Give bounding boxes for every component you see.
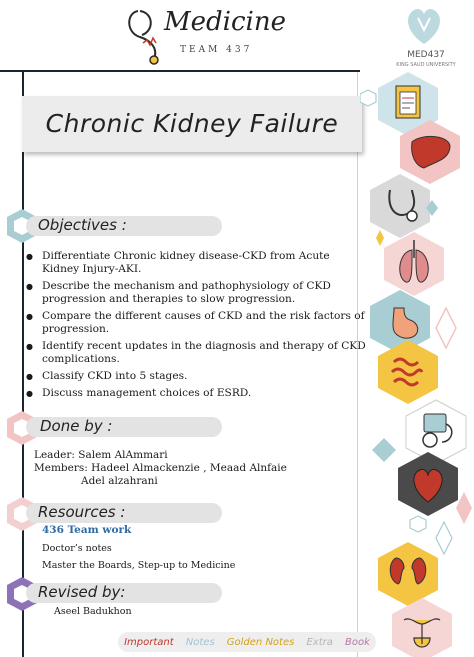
list-item: ● Describe the mechanism and pathophysiology of CKD progression and therapies to slow progression. [26,280,366,306]
done-by-heading: Done by : [40,417,113,435]
logo-title: Medicine [164,7,286,37]
medical-illustrations-column [360,72,474,657]
intestines-icon [378,340,438,404]
objectives-list [26,250,366,404]
resource-team-work: 436 Team work [42,524,132,536]
legend-golden-notes: Golden Notes [226,636,295,648]
stethoscope-hex-icon [370,174,430,238]
members-continued: Adel alzahrani [81,475,158,487]
logo-subtitle: TEAM 437 [180,45,253,55]
badge-name: MED437 [407,50,445,60]
objectives-heading: Objectives : [38,216,127,234]
list-item: ● Compare the different causes of CKD and the risk factors of progression. [26,310,366,336]
legend-extra: Extra [306,636,333,648]
list-item: ● Discuss management choices of ESRD. [26,387,366,400]
blood-pressure-monitor-icon [406,400,466,464]
revised-heading: Revised by: [38,583,126,601]
bladder-icon [392,598,452,657]
list-item: ● Identify recent updates in the diagnosis and therapy of CKD complications. [26,340,366,366]
resource-doctors-notes: Doctor’s notes [42,543,112,554]
badge-university: KING SAUD UNIVERSITY [396,62,456,68]
legend-important: Important [124,636,174,648]
title-box [22,96,362,152]
reviser-name: Aseel Badukhon [54,606,132,617]
legend-book: Book [344,636,370,648]
lungs-icon [384,232,444,296]
resources-heading: Resources : [38,503,126,521]
resource-books: Master the Boards, Step-up to Medicine [42,560,236,571]
legend-notes: Notes [185,636,215,648]
medicine-team-logo [118,5,286,65]
left-margin-line [22,70,24,657]
leader-line: Leader: Salem AlAmmari [34,449,168,461]
kidneys-icon [378,542,438,606]
list-item: ● Differentiate Chronic kidney disease-CKD from Acute Kidney Injury-AKI. [26,250,366,276]
list-item: ● Classify CKD into 5 stages. [26,370,366,383]
page-title: Chronic Kidney Failure [45,109,339,138]
color-legend [118,632,376,652]
heart-icon [398,452,458,516]
members-line: Members: Hadeel Almackenzie , Meaad Alnfaie [34,462,287,474]
heart-logo-icon [402,4,446,46]
med437-badge [388,4,460,76]
header-divider [0,70,360,72]
